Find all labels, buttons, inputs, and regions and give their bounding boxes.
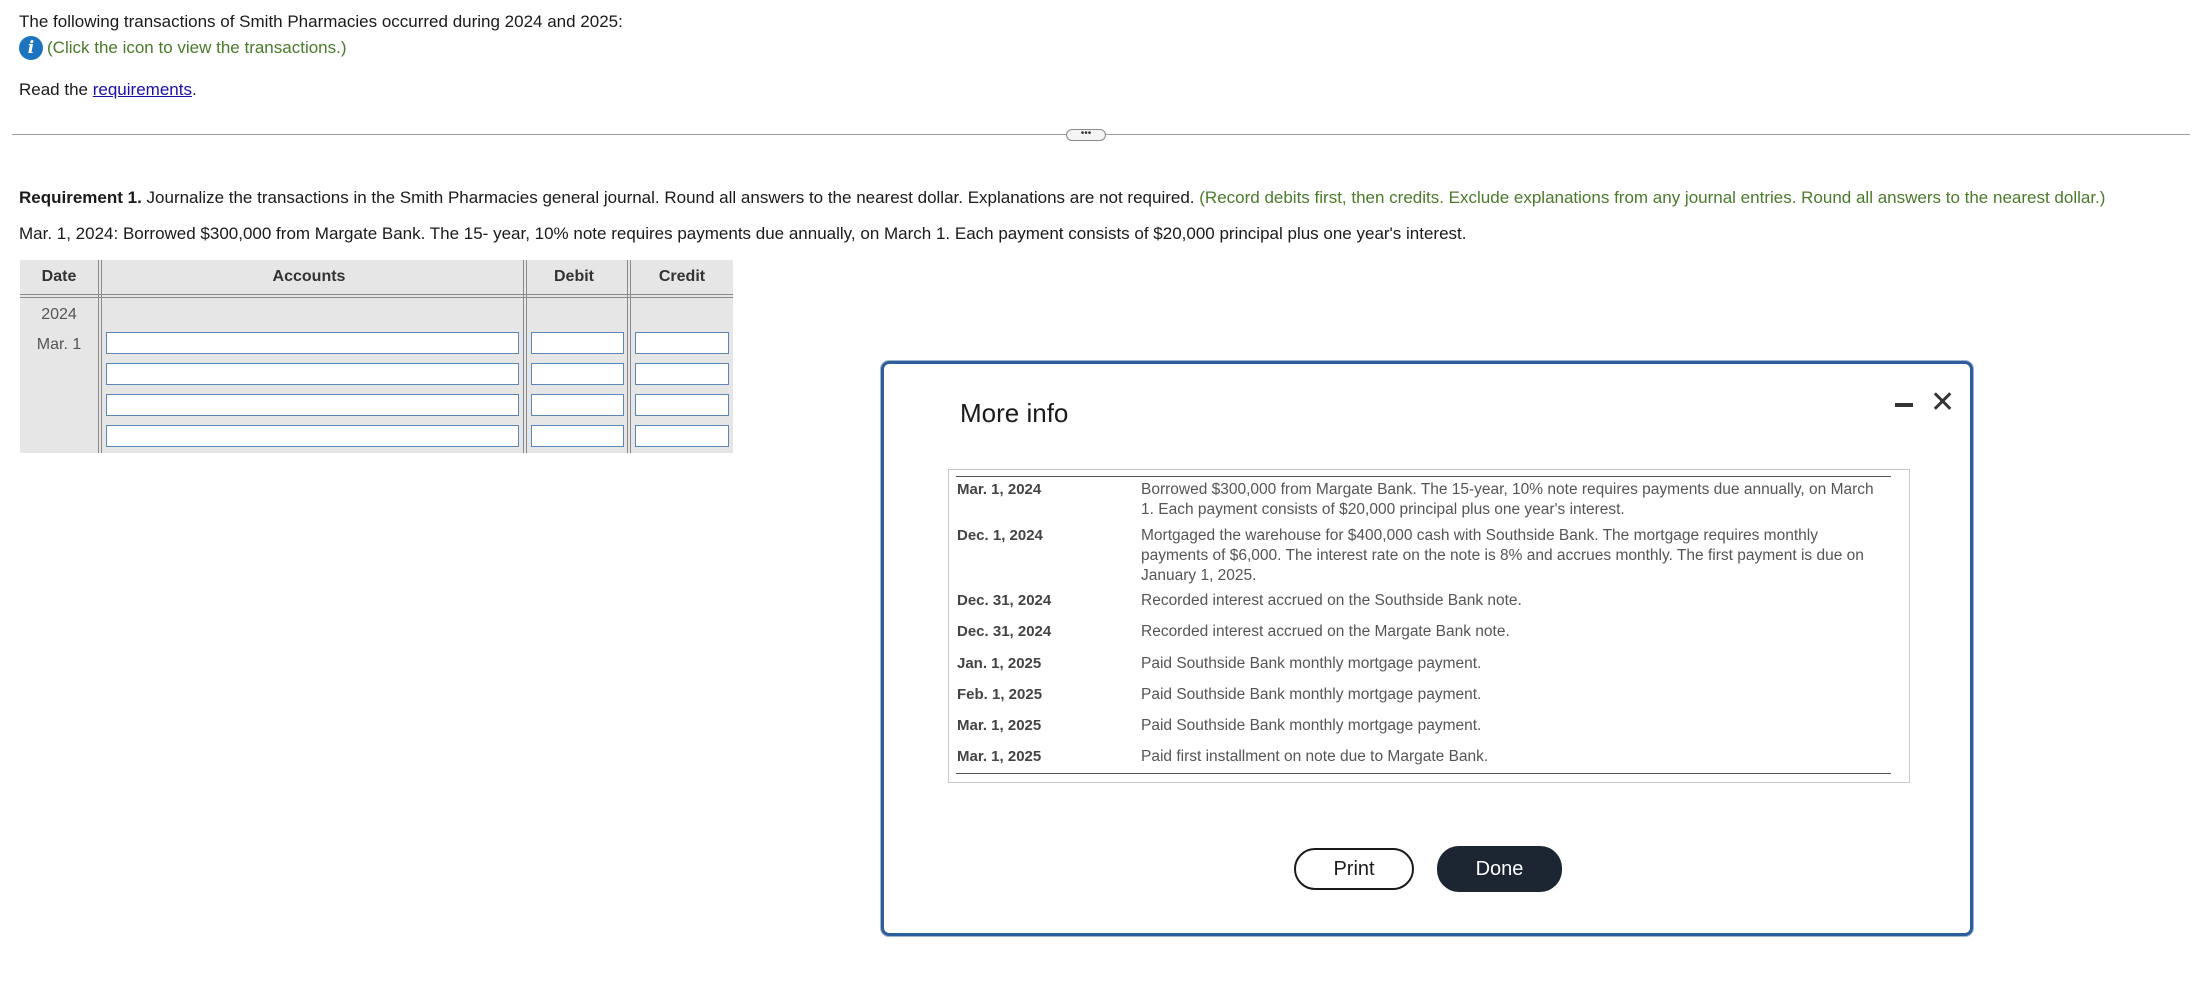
more-info-dialog	[881, 361, 1973, 936]
table-top-rule	[956, 476, 1891, 477]
journal-date: Mar. 1	[36, 336, 82, 353]
debit-input[interactable]	[531, 363, 624, 385]
transaction-desc: Paid Southside Bank monthly mortgage payment.	[1141, 717, 1482, 734]
transaction-date: Mar. 1, 2025	[957, 717, 1042, 734]
transaction-date: Jan. 1, 2025	[957, 655, 1042, 672]
transactions-table	[948, 469, 1910, 783]
requirement-hint: (Record debits first, then credits. Exclude explanations from any journal entries. Round all answers to the nearest dollar.)	[1194, 188, 2106, 207]
requirements-link[interactable]: requirements	[92, 80, 192, 99]
column-separator	[627, 260, 631, 453]
transaction-desc: Paid first installment on note due to Margate Bank.	[1141, 748, 1489, 765]
print-button[interactable]: Print	[1294, 848, 1414, 890]
transaction-date: Dec. 31, 2024	[957, 623, 1052, 640]
header-credit: Credit	[658, 268, 706, 285]
transaction-date: Feb. 1, 2025	[957, 686, 1043, 703]
dialog-title: More info	[960, 398, 1069, 428]
read-requirements	[19, 78, 197, 102]
transaction-date: Dec. 31, 2024	[957, 592, 1052, 609]
credit-input[interactable]	[635, 363, 729, 385]
transaction-desc: Recorded interest accrued on the Margate Bank note.	[1141, 623, 1510, 640]
close-icon[interactable]: ✕	[1930, 386, 1956, 419]
transaction-desc: Paid Southside Bank monthly mortgage payment.	[1141, 655, 1482, 672]
transaction-desc: Borrowed $300,000 from Margate Bank. The 15-year, 10% note requires payments due annually, on March 1. Each payment consists of $20,000 principal plus one year's interest.	[1141, 481, 1874, 518]
header-accounts: Accounts	[272, 268, 346, 285]
header-debit: Debit	[554, 268, 594, 285]
credit-input[interactable]	[635, 425, 729, 447]
debit-input[interactable]	[531, 394, 624, 416]
expand-handle[interactable]: •••	[1066, 129, 1106, 141]
requirement-instructions	[19, 186, 2105, 210]
read-prefix: Read the	[19, 80, 93, 99]
requirement-text: Journalize the transactions in the Smith Pharmacies general journal. Round all answers to the nearest dollar. Explanations are not required.	[141, 188, 1195, 207]
transaction-description: Mar. 1, 2024: Borrowed $300,000 from Margate Bank. The 15- year, 10% note requires payments due annually, on March 1. Each payment consists of $20,000 principal plus one year's interest.	[19, 224, 1467, 243]
transaction-date: Mar. 1, 2024	[957, 481, 1042, 498]
table-bottom-rule	[956, 773, 1891, 774]
minimize-icon[interactable]	[1895, 396, 1913, 414]
intro-text: The following transactions of Smith Pharmacies occurred during 2024 and 2025:	[19, 12, 623, 31]
transaction-desc: Paid Southside Bank monthly mortgage payment.	[1141, 686, 1482, 703]
transaction-date: Mar. 1, 2025	[957, 748, 1042, 765]
header-date: Date	[41, 268, 77, 285]
account-input[interactable]	[106, 363, 519, 385]
read-suffix: .	[191, 80, 197, 99]
transaction-desc: Mortgaged the warehouse for $400,000 cash with Southside Bank. The mortgage requires monthly payments of $6,000. The interest rate on the note is 8% and accrues monthly. The first payment is due on January 1, 2025.	[1141, 527, 1864, 584]
click-note: (Click the icon to view the transactions.)	[47, 38, 347, 57]
journal-table	[20, 260, 733, 453]
info-icon[interactable]: i	[19, 36, 43, 60]
transaction-desc: Recorded interest accrued on the Southside Bank note.	[1141, 592, 1522, 609]
requirement-label: Requirement 1.	[19, 188, 142, 207]
transaction-date: Dec. 1, 2024	[957, 527, 1043, 544]
account-input[interactable]	[106, 425, 519, 447]
journal-year: 2024	[41, 306, 77, 323]
debit-input[interactable]	[531, 425, 624, 447]
credit-input[interactable]	[635, 332, 729, 354]
debit-input[interactable]	[531, 332, 624, 354]
done-button[interactable]: Done	[1437, 846, 1562, 892]
credit-input[interactable]	[635, 394, 729, 416]
transactions-hint	[19, 34, 623, 62]
account-input[interactable]	[106, 394, 519, 416]
account-input[interactable]	[106, 332, 519, 354]
column-separator	[98, 260, 102, 453]
intro	[19, 10, 623, 62]
column-separator	[523, 260, 527, 453]
